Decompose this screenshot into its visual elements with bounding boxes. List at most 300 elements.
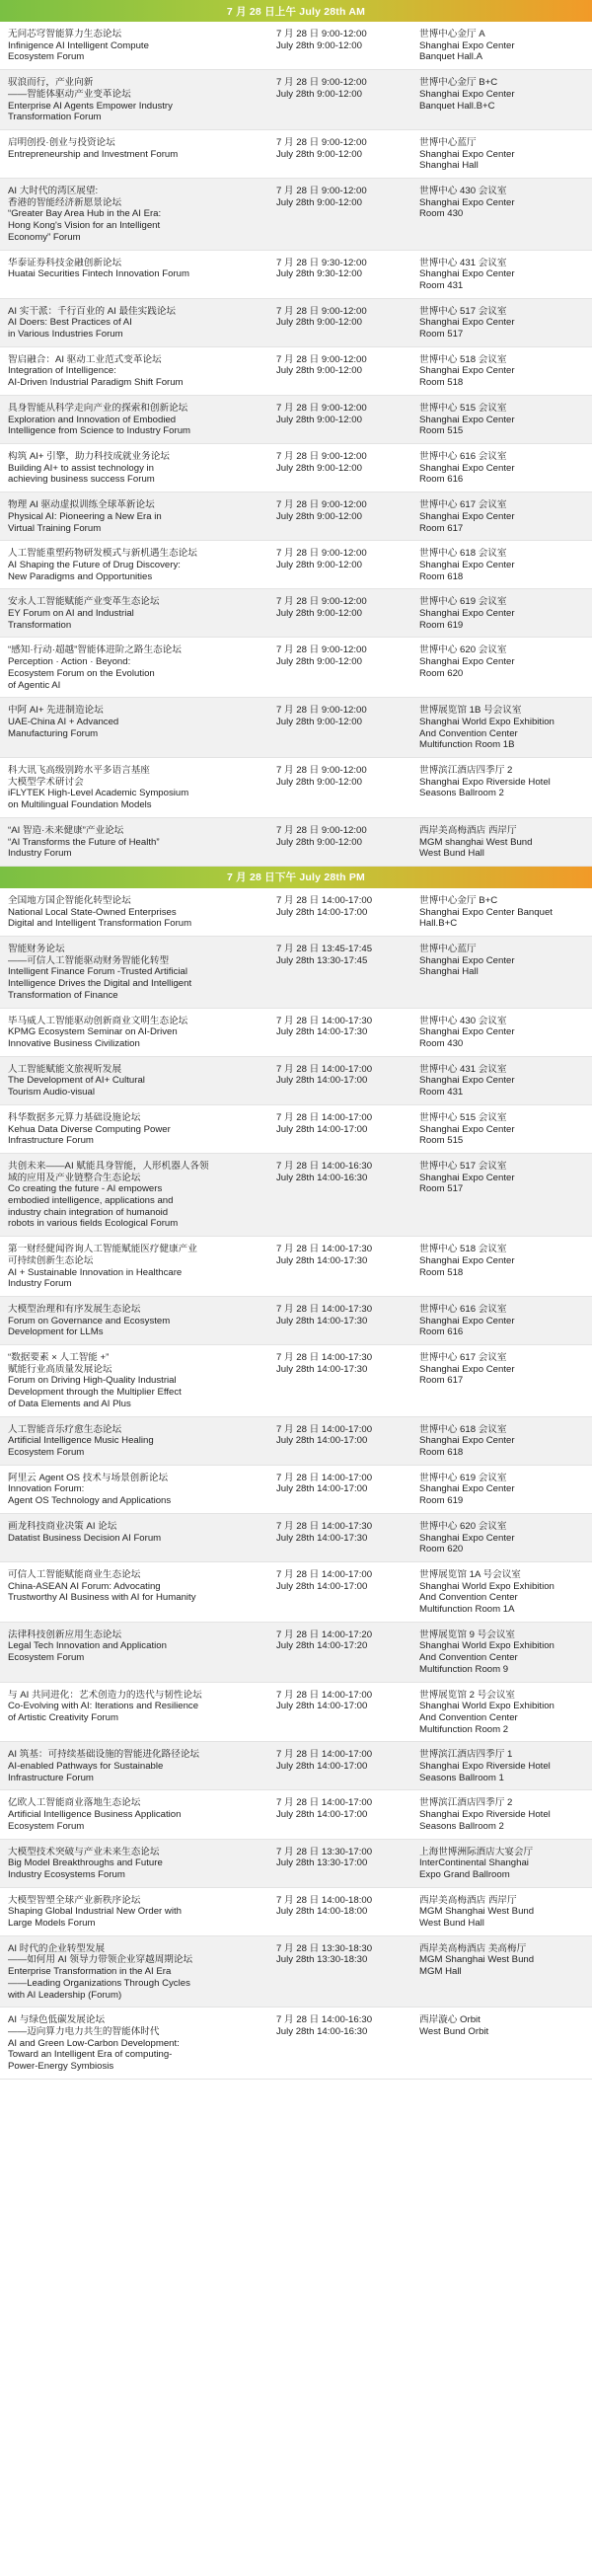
forum-title-line: 具身智能从科学走向产业的探索和创新论坛 <box>8 402 188 414</box>
forum-time-line: 7 月 28 日 14:00-17:00 <box>276 1689 373 1701</box>
forum-time <box>266 1623 411 1658</box>
forum-venue-line: Room 431 <box>419 1087 464 1099</box>
schedule-row <box>0 758 592 818</box>
forum-title-line: Intelligence Drives the Digital and Intelligent <box>8 978 192 990</box>
forum-venue-line: Shanghai Expo Center <box>419 559 515 570</box>
forum-title-line: Shaping Global Industrial New Order with <box>8 1906 182 1918</box>
forum-time-line: 7 月 28 日 14:00-17:30 <box>276 1244 373 1255</box>
forum-venue-line: Shanghai World Expo Exhibition <box>419 716 555 727</box>
forum-title-line: achieving business success Forum <box>8 474 155 486</box>
schedule-row <box>0 818 592 867</box>
forum-title-line: Huatai Securities Fintech Innovation Forum <box>8 268 189 280</box>
forum-title-line: 无问芯穹智能算力生态论坛 <box>8 29 122 39</box>
forum-title <box>0 1345 266 1416</box>
schedule-row <box>0 251 592 299</box>
forum-title-line: Entrepreneurship and Investment Forum <box>8 148 179 160</box>
forum-venue-line: 世博中心 619 会议室 <box>419 596 507 608</box>
forum-venue-line: West Bund Orbit <box>419 2026 489 2037</box>
forum-title-line: Virtual Training Forum <box>8 522 102 534</box>
forum-venue-line: Seasons Ballroom 2 <box>419 788 504 799</box>
forum-title-line: AI 与绿色低碳发展论坛 <box>8 2014 106 2026</box>
forum-time-line: 7 月 28 日 14:00-16:30 <box>276 2014 373 2026</box>
schedule-row <box>0 1237 592 1297</box>
forum-venue-line: Shanghai Expo Center <box>419 1363 515 1375</box>
forum-title-line: Perception · Action · Beyond: <box>8 656 131 668</box>
forum-time-line: 7 月 28 日 9:30-12:00 <box>276 257 367 268</box>
forum-title-line: 驭浪而行，产业向新 <box>8 77 94 89</box>
forum-time-line: July 28th 9:00-12:00 <box>276 462 362 474</box>
forum-title-line: robots in various fields Ecological Forum <box>8 1218 179 1230</box>
forum-time-line: July 28th 14:00-17:00 <box>276 1761 368 1773</box>
forum-title-line: Tourism Audio-visual <box>8 1087 95 1099</box>
forum-time <box>266 1345 411 1381</box>
schedule-row <box>0 638 592 698</box>
schedule-row <box>0 1936 592 2008</box>
forum-venue-line: Multifunction Room 9 <box>419 1663 509 1675</box>
forum-time-line: 7 月 28 日 14:00-17:00 <box>276 1568 373 1580</box>
forum-venue-line: Room 619 <box>419 619 464 631</box>
forum-venue-line: 世博中心 618 会议室 <box>419 548 507 560</box>
forum-time-line: 7 月 28 日 14:00-17:00 <box>276 1423 373 1435</box>
forum-venue-line: 世博展览馆 2 号会议室 <box>419 1689 516 1701</box>
schedule-row <box>0 70 592 130</box>
forum-title-line: 法律科技创新应用生态论坛 <box>8 1629 122 1640</box>
forum-title-line: 构筑 AI+ 引擎，助力科技成就业务论坛 <box>8 450 170 462</box>
forum-venue-line: Room 517 <box>419 1183 464 1195</box>
forum-title <box>0 299 266 346</box>
forum-title-line: “AI 智造·未来健康”产业论坛 <box>8 824 124 836</box>
forum-title-line: 域的应用及产业链整合生态论坛 <box>8 1172 141 1183</box>
forum-time-line: July 28th 14:00-17:20 <box>276 1640 368 1652</box>
forum-time-line: July 28th 13:30-17:45 <box>276 954 368 966</box>
forum-time <box>266 1936 411 1972</box>
forum-title-line: ——如何用 AI 领导力带领企业穿越周期论坛 <box>8 1954 193 1966</box>
forum-title-line: Forum on Driving High-Quality Industrial <box>8 1375 177 1387</box>
forum-time-line: July 28th 14:00-17:30 <box>276 1315 368 1326</box>
forum-title-line: 智启融合：AI 驱动工业范式变革论坛 <box>8 353 162 365</box>
forum-title-line: The Development of AI+ Cultural <box>8 1075 145 1087</box>
forum-title-line: Innovative Business Civilization <box>8 1038 140 1049</box>
forum-title-line: ——智能体驱动产业变革论坛 <box>8 88 131 100</box>
forum-title-line: Innovation Forum: <box>8 1483 85 1495</box>
forum-title-line: Co creating the future - AI empowers <box>8 1183 163 1195</box>
forum-title <box>0 22 266 69</box>
forum-title-line: Large Models Forum <box>8 1918 96 1930</box>
forum-venue-line: 世博展览馆 9 号会议室 <box>419 1629 516 1640</box>
forum-title-line: AI and Green Low-Carbon Development: <box>8 2037 180 2049</box>
forum-venue <box>411 1623 592 1682</box>
forum-venue <box>411 22 592 69</box>
forum-time-line: 7 月 28 日 13:45-17:45 <box>276 944 373 955</box>
forum-title-line: ——迈向算力电力共生的智能体时代 <box>8 2026 160 2037</box>
forum-venue <box>411 1840 592 1887</box>
forum-venue <box>411 937 592 984</box>
forum-title-line: KPMG Ecosystem Seminar on AI-Driven <box>8 1026 178 1038</box>
forum-time-line: July 28th 14:00-17:00 <box>276 1483 368 1495</box>
forum-venue-line: 世博中心 518 会议室 <box>419 353 507 365</box>
forum-venue-line: 世博中心 431 会议室 <box>419 1063 507 1075</box>
forum-title-line: AI 时代的企业转型发展 <box>8 1942 106 1954</box>
forum-time <box>266 1154 411 1189</box>
forum-title-line: Transformation Forum <box>8 112 102 123</box>
forum-venue-line: Seasons Ballroom 2 <box>419 1820 504 1832</box>
forum-time-line: 7 月 28 日 14:00-17:00 <box>276 1749 373 1761</box>
forum-venue-line: And Convention Center <box>419 727 518 739</box>
forum-title-line: Ecosystem Forum on the Evolution <box>8 667 155 679</box>
forum-title <box>0 444 266 492</box>
forum-venue-line: MGM Shanghai West Bund <box>419 1906 535 1918</box>
forum-time-line: July 28th 9:00-12:00 <box>276 365 362 377</box>
forum-venue-line: 世博中心 430 会议室 <box>419 186 507 197</box>
forum-title <box>0 1840 266 1887</box>
forum-title-line: 科大讯飞高级别跨水平多语言基座 <box>8 765 150 777</box>
forum-time <box>266 22 411 57</box>
forum-time <box>266 937 411 972</box>
forum-venue-line: Shanghai Expo Center <box>419 510 515 522</box>
forum-title <box>0 347 266 395</box>
forum-time <box>266 179 411 214</box>
forum-time <box>266 396 411 431</box>
forum-time <box>266 1790 411 1826</box>
forum-venue <box>411 1790 592 1838</box>
schedule-row <box>0 1154 592 1237</box>
schedule-row <box>0 1514 592 1562</box>
forum-time-line: 7 月 28 日 14:00-17:30 <box>276 1352 373 1364</box>
schedule-row <box>0 888 592 937</box>
forum-venue-line: Room 618 <box>419 1446 464 1458</box>
forum-time-line: July 28th 14:00-17:30 <box>276 1254 368 1266</box>
forum-title-line: Hong Kong's Vision for an Intelligent <box>8 220 161 232</box>
forum-time-line: July 28th 14:00-17:00 <box>276 1123 368 1135</box>
forum-title-line: 物理 AI 驱动虚拟训练全球革新论坛 <box>8 499 155 511</box>
forum-venue <box>411 1417 592 1465</box>
forum-time-line: July 28th 9:00-12:00 <box>276 510 362 522</box>
forum-venue-line: 世博滨江酒店四季厅 2 <box>419 765 513 777</box>
forum-time <box>266 698 411 733</box>
forum-title-line: Enterprise Transformation in the AI Era <box>8 1966 172 1978</box>
forum-time-line: 7 月 28 日 9:00-12:00 <box>276 705 367 717</box>
forum-venue-line: Room 515 <box>419 425 464 437</box>
forum-title-line: Transformation <box>8 619 72 631</box>
forum-venue <box>411 70 592 117</box>
forum-title <box>0 396 266 443</box>
forum-venue-line: Shanghai Expo Center <box>419 656 515 668</box>
forum-time-line: 7 月 28 日 14:00-17:00 <box>276 1111 373 1123</box>
forum-title-line: in Various Industries Forum <box>8 329 123 341</box>
forum-title-line: Integration of Intelligence: <box>8 365 116 377</box>
forum-venue-line: 西岸美高梅酒店 西岸厅 <box>419 1894 517 1906</box>
forum-venue-line: Shanghai Expo Center <box>419 148 515 160</box>
forum-title-line: 亿欧人工智能商业落地生态论坛 <box>8 1797 141 1809</box>
forum-time <box>266 1742 411 1778</box>
forum-time-line: July 28th 14:00-17:30 <box>276 1363 368 1375</box>
forum-venue-line: West Bund Hall <box>419 848 484 860</box>
forum-time-line: 7 月 28 日 13:30-18:30 <box>276 1942 373 1954</box>
forum-title <box>0 888 266 936</box>
schedule-row <box>0 1466 592 1514</box>
forum-title-line: Ecosystem Forum <box>8 1446 85 1458</box>
forum-time <box>266 589 411 625</box>
forum-time-line: July 28th 14:00-16:30 <box>276 2026 368 2037</box>
forum-title-line: Toward an Intelligent Era of computing- <box>8 2049 173 2061</box>
schedule-row <box>0 541 592 589</box>
forum-title-line: AI 筑基：可持续基础设施的智能进化路径论坛 <box>8 1749 200 1761</box>
forum-title-line: AI-Driven Industrial Paradigm Shift Forum <box>8 377 184 389</box>
forum-venue-line: Expo Grand Ballroom <box>419 1868 510 1880</box>
forum-title-line: 华泰证券科技金融创新论坛 <box>8 257 122 268</box>
forum-time <box>266 1514 411 1550</box>
forum-venue <box>411 1297 592 1344</box>
forum-time-line: July 28th 9:30-12:00 <box>276 268 362 280</box>
forum-time-line: 7 月 28 日 9:00-12:00 <box>276 77 367 89</box>
forum-time-line: 7 月 28 日 14:00-17:00 <box>276 1063 373 1075</box>
forum-venue-line: 世博中心蓝厅 <box>419 944 477 955</box>
forum-title-line: Manufacturing Forum <box>8 727 99 739</box>
forum-venue-line: Shanghai Expo Center <box>419 608 515 620</box>
forum-time-line: July 28th 13:30-17:00 <box>276 1857 368 1869</box>
forum-venue-line: 世博中心 616 会议室 <box>419 450 507 462</box>
forum-time-line: 7 月 28 日 14:00-17:00 <box>276 894 373 906</box>
forum-venue-line: Room 431 <box>419 279 464 291</box>
forum-time-line: 7 月 28 日 13:30-17:00 <box>276 1846 373 1857</box>
forum-venue-line: Shanghai World Expo Exhibition <box>419 1640 555 1652</box>
forum-time-line: July 28th 9:00-12:00 <box>276 776 362 788</box>
forum-title-line: Industry Forum <box>8 848 72 860</box>
forum-time-line: July 28th 9:00-12:00 <box>276 414 362 425</box>
forum-venue-line: Shanghai Expo Center <box>419 196 515 208</box>
forum-venue-line: Shanghai Expo Center <box>419 954 515 966</box>
forum-venue-line: Shanghai World Expo Exhibition <box>419 1580 555 1592</box>
forum-venue <box>411 1888 592 1935</box>
forum-time-line: July 28th 9:00-12:00 <box>276 836 362 848</box>
forum-venue-line: Room 517 <box>419 329 464 341</box>
forum-title-line: Infrastructure Forum <box>8 1772 94 1783</box>
forum-venue-line: 世博中心 517 会议室 <box>419 1160 507 1172</box>
forum-title-line: 科华数据多元算力基础设施论坛 <box>8 1111 141 1123</box>
forum-title <box>0 758 266 817</box>
forum-venue-line: Shanghai Expo Center <box>419 317 515 329</box>
forum-venue-line: 世博中心 620 会议室 <box>419 644 507 656</box>
forum-time-line: 7 月 28 日 14:00-17:30 <box>276 1520 373 1532</box>
forum-time <box>266 1562 411 1598</box>
forum-venue <box>411 1057 592 1104</box>
forum-title-line: AI Shaping the Future of Drug Discovery: <box>8 559 181 570</box>
forum-venue-line: And Convention Center <box>419 1652 518 1664</box>
forum-venue-line: 世博中心金厅 B+C <box>419 77 498 89</box>
forum-venue <box>411 1742 592 1789</box>
forum-title <box>0 1466 266 1513</box>
forum-title-line: “感知·行动·超越”智能体进阶之路生态论坛 <box>8 644 182 656</box>
schedule-row <box>0 1840 592 1888</box>
forum-time-line: 7 月 28 日 9:00-12:00 <box>276 450 367 462</box>
forum-venue-line: Hall.B+C <box>419 918 458 930</box>
forum-title-line: on Multilingual Foundation Models <box>8 799 152 811</box>
forum-venue-line: Room 618 <box>419 570 464 582</box>
forum-venue-line: Shanghai Hall <box>419 160 479 172</box>
forum-time <box>266 1009 411 1044</box>
forum-title-line: Industry Ecosystems Forum <box>8 1868 125 1880</box>
forum-venue <box>411 1154 592 1201</box>
forum-title <box>0 1237 266 1296</box>
forum-title-line: New Paradigms and Opportunities <box>8 570 153 582</box>
forum-time-line: 7 月 28 日 9:00-12:00 <box>276 305 367 317</box>
forum-title-line: ——可信人工智能驱动财务智能化转型 <box>8 954 170 966</box>
forum-venue-line: Room 430 <box>419 1038 464 1049</box>
forum-venue-line: Seasons Ballroom 1 <box>419 1772 504 1783</box>
forum-time <box>266 347 411 383</box>
forum-venue-line: Shanghai Expo Center <box>419 39 515 51</box>
forum-time <box>266 541 411 576</box>
forum-title-line: “AI Transforms the Future of Health” <box>8 836 160 848</box>
schedule-row <box>0 1683 592 1743</box>
forum-venue-line: Room 620 <box>419 1544 464 1555</box>
forum-time <box>266 758 411 794</box>
forum-time-line: July 28th 14:00-17:00 <box>276 1809 368 1821</box>
forum-title-line: 香港的智能经济新愿景论坛 <box>8 196 122 208</box>
forum-venue-line: Multifunction Room 1B <box>419 739 515 751</box>
forum-venue <box>411 347 592 395</box>
forum-title-line: of Agentic AI <box>8 679 61 691</box>
forum-title-line: AI + Sustainable Innovation in Healthcare <box>8 1266 183 1278</box>
forum-venue-line: Room 430 <box>419 208 464 220</box>
forum-venue-line: Multifunction Room 1A <box>419 1604 515 1616</box>
forum-time-line: 7 月 28 日 9:00-12:00 <box>276 596 367 608</box>
forum-venue-line: Shanghai Expo Center <box>419 1254 515 1266</box>
forum-title-line: Agent OS Technology and Applications <box>8 1495 172 1507</box>
forum-venue <box>411 1345 592 1393</box>
forum-title-line: AI 实干派：千行百业的 AI 最佳实践论坛 <box>8 305 177 317</box>
forum-time <box>266 1466 411 1501</box>
forum-time-line: 7 月 28 日 9:00-12:00 <box>276 186 367 197</box>
forum-title-line: Infinigence AI Intelligent Compute <box>8 39 149 51</box>
forum-time <box>266 1297 411 1332</box>
forum-title <box>0 1683 266 1730</box>
schedule-row <box>0 589 592 638</box>
forum-title-line: 中阿 AI+ 先进制造论坛 <box>8 705 104 717</box>
forum-venue-line: 世博中心 515 会议室 <box>419 1111 507 1123</box>
forum-venue-line: Room 616 <box>419 1326 464 1338</box>
forum-venue-line: 世博展览馆 1B 号会议室 <box>419 705 522 717</box>
forum-venue-line: 世博中心 617 会议室 <box>419 1352 507 1364</box>
forum-title <box>0 179 266 250</box>
forum-time-line: July 28th 9:00-12:00 <box>276 88 362 100</box>
forum-title <box>0 251 266 286</box>
forum-title-line: Trustworthy AI Business with AI for Humanity <box>8 1592 196 1604</box>
forum-title-line: 启明创投·创业与投资论坛 <box>8 136 115 148</box>
forum-title-line: Kehua Data Diverse Computing Power <box>8 1123 171 1135</box>
forum-title <box>0 638 266 697</box>
forum-title <box>0 1105 266 1153</box>
forum-time <box>266 1888 411 1924</box>
forum-venue-line: Shanghai Expo Riverside Hotel <box>419 1809 551 1821</box>
forum-title-line: EY Forum on AI and Industrial <box>8 608 134 620</box>
forum-title-line: “数据要素 × 人工智能 +” <box>8 1352 110 1364</box>
forum-time-line: 7 月 28 日 14:00-17:30 <box>276 1015 373 1026</box>
forum-title-line: Artificial Intelligence Music Healing <box>8 1435 154 1447</box>
forum-venue-line: Room 518 <box>419 1266 464 1278</box>
forum-venue <box>411 1683 592 1742</box>
forum-time-line: July 28th 14:00-17:00 <box>276 906 368 918</box>
forum-time <box>266 1417 411 1453</box>
forum-venue-line: Shanghai Expo Center Banquet <box>419 906 553 918</box>
schedule-row <box>0 937 592 1009</box>
forum-title <box>0 1514 266 1550</box>
forum-venue-line: 世博滨江酒店四季厅 2 <box>419 1797 513 1809</box>
forum-time-line: 7 月 28 日 9:00-12:00 <box>276 353 367 365</box>
forum-title-line: Co-Evolving with AI: Iterations and Resilience <box>8 1701 199 1712</box>
forum-venue <box>411 541 592 588</box>
schedule-row <box>0 347 592 396</box>
forum-time-line: 7 月 28 日 9:00-12:00 <box>276 765 367 777</box>
forum-venue-line: 世博中心金厅 B+C <box>419 894 498 906</box>
forum-title <box>0 492 266 540</box>
schedule-row <box>0 698 592 758</box>
forum-venue-line: Shanghai Hall <box>419 966 479 978</box>
forum-venue-line: Room 616 <box>419 474 464 486</box>
forum-venue-line: Shanghai Expo Center <box>419 1435 515 1447</box>
forum-time-line: 7 月 28 日 14:00-16:30 <box>276 1160 373 1172</box>
forum-venue-line: Shanghai Expo Center <box>419 88 515 100</box>
forum-title-line: 人工智能音乐疗愈生态论坛 <box>8 1423 122 1435</box>
forum-title-line: Ecosystem Forum <box>8 1820 85 1832</box>
forum-title-line: embodied intelligence, applications and <box>8 1195 174 1207</box>
forum-time <box>266 299 411 335</box>
schedule-row <box>0 1009 592 1057</box>
forum-title-line: Building AI+ to assist technology in <box>8 462 154 474</box>
forum-time-line: July 28th 9:00-12:00 <box>276 559 362 570</box>
forum-venue-line: 西岸美高梅酒店 美高梅厅 <box>419 1942 527 1954</box>
forum-title-line: Intelligence from Science to Industry Forum <box>8 425 191 437</box>
forum-venue-line: Shanghai Expo Center <box>419 1123 515 1135</box>
forum-title-line: 与 AI 共同进化：艺术创造力的迭代与韧性论坛 <box>8 1689 202 1701</box>
forum-title-line: Intelligent Finance Forum -Trusted Artificial <box>8 966 187 978</box>
forum-time-line: 7 月 28 日 14:00-17:30 <box>276 1303 373 1315</box>
forum-title-line: AI-enabled Pathways for Sustainable <box>8 1761 164 1773</box>
forum-venue <box>411 818 592 866</box>
forum-time <box>266 1105 411 1141</box>
forum-title-line: AI Doers: Best Practices of AI <box>8 317 132 329</box>
forum-title-line: 阿里云 Agent OS 技术与场景创新论坛 <box>8 1472 169 1483</box>
forum-venue-line: 世博中心 619 会议室 <box>419 1472 507 1483</box>
forum-title-line: 智能财务论坛 <box>8 944 65 955</box>
forum-venue <box>411 251 592 298</box>
schedule-row <box>0 1105 592 1154</box>
forum-title-line: AI 大时代的湾区展望: <box>8 186 99 197</box>
schedule-row <box>0 1888 592 1936</box>
schedule-row <box>0 130 592 179</box>
forum-venue-line: Shanghai Expo Center <box>419 1026 515 1038</box>
forum-title-line: 共创未来——AI 赋能具身智能，人形机器人各领 <box>8 1160 209 1172</box>
forum-time-line: July 28th 14:00-18:00 <box>276 1906 368 1918</box>
forum-time <box>266 492 411 528</box>
forum-venue <box>411 1466 592 1513</box>
forum-title-line: 大模型智塑全球产业新秩序论坛 <box>8 1894 141 1906</box>
forum-venue <box>411 2008 592 2043</box>
forum-venue-line: Room 518 <box>419 377 464 389</box>
forum-venue-line: 西岸漩心 Orbit <box>419 2014 481 2026</box>
forum-venue <box>411 396 592 443</box>
forum-venue-line: Shanghai Expo Center <box>419 1532 515 1544</box>
forum-title-line: Digital and Intelligent Transformation Forum <box>8 918 192 930</box>
forum-venue-line: 世博中心 620 会议室 <box>419 1520 507 1532</box>
forum-title-line: of Artistic Creativity Forum <box>8 1711 118 1723</box>
forum-time-line: 7 月 28 日 9:00-12:00 <box>276 29 367 39</box>
forum-venue-line: West Bund Hall <box>419 1918 484 1930</box>
forum-time <box>266 2008 411 2043</box>
forum-venue <box>411 1105 592 1153</box>
forum-venue <box>411 1237 592 1284</box>
forum-time <box>266 1840 411 1875</box>
